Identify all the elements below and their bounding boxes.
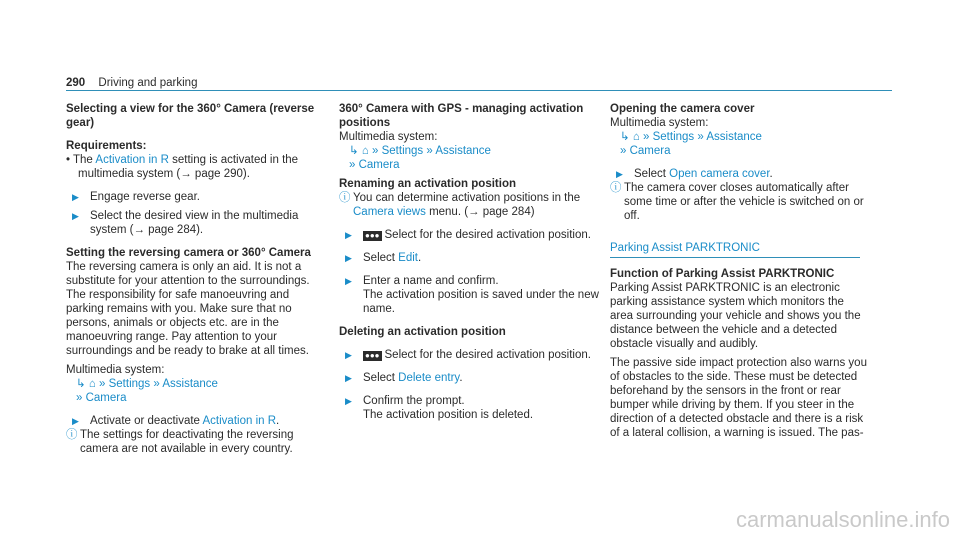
nav-camera[interactable]: Camera (85, 392, 127, 404)
return-arrow-icon: ↳ (349, 145, 359, 157)
step-enter-name (339, 274, 599, 316)
req-text-pre: The (73, 154, 93, 166)
column-2 (339, 102, 599, 422)
home-icon[interactable]: ⌂ (632, 131, 640, 143)
open-camera-cover-link[interactable]: Open camera cover (669, 168, 770, 180)
requirement-item: • The Activation in R setting is activated in the multimedia system (→ page 290). (66, 154, 299, 180)
step-engage-reverse (66, 190, 316, 204)
activation-in-r-link-2[interactable]: Activation in R (202, 415, 277, 427)
column-3 (610, 102, 870, 440)
section-title-parktronic: Parking Assist PARKTRONIC (610, 241, 860, 258)
chevron-icon: » (643, 131, 650, 143)
nav-settings[interactable]: Settings (652, 131, 695, 143)
multimedia-label: Multimedia system: (610, 117, 709, 129)
nav-camera[interactable]: Camera (629, 145, 671, 157)
step-arrow-icon: ▶ (345, 373, 352, 383)
nav-path (66, 377, 316, 405)
return-arrow-icon: ↳ (620, 131, 630, 143)
step-text: Select the desired view in the multimedia system (→ page 284). (90, 210, 299, 236)
chevron-icon: » (76, 392, 83, 404)
nav-assistance[interactable]: Assistance (706, 131, 762, 143)
requirements-heading: Requirements: (66, 140, 147, 152)
req-text-post: setting is activated in the multimedia system (→ page 290). (78, 154, 299, 180)
heading-delete: Deleting an activation position (339, 326, 506, 338)
heading-setting-camera: Setting the reversing camera or 360° Camera (66, 247, 311, 259)
step-text: Select for the desired activation position. (384, 349, 591, 361)
step-arrow-icon: ▶ (616, 169, 623, 179)
step-text: Select (363, 252, 395, 264)
note-text: The settings for deactivating the reversing camera are not available in every country. (80, 429, 294, 455)
heading-gps-positions: 360° Camera with GPS - managing activation positions (339, 103, 584, 129)
note-text: The camera cover closes automatically after some time or after the vehicle is switched on or off. (624, 182, 864, 222)
nav-settings[interactable]: Settings (381, 145, 424, 157)
chevron-icon: » (697, 131, 704, 143)
delete-entry-link[interactable]: Delete entry (398, 372, 460, 384)
heading-parktronic-function: Function of Parking Assist PARKTRONIC (610, 268, 835, 280)
more-options-icon[interactable]: ●●● (365, 351, 380, 360)
chevron-icon: » (426, 145, 433, 157)
step-select-edit: ▶ Select Edit. (339, 251, 599, 265)
note (66, 428, 316, 456)
step-text: Select (363, 372, 395, 384)
camera-paragraph: The reversing camera is only an aid. It is not a substitute for your attention to the surroundings. The responsibility for safe manoeuvring and parking remains with you. Make sure that no persons, animals or objects etc. are in the manoeuvring range. Pay attention to your surroundings and be ready to brake at all times. (66, 261, 310, 357)
activation-in-r-link[interactable]: Activation in R (95, 154, 169, 166)
edit-link[interactable]: Edit (398, 252, 418, 264)
chevron-icon: » (372, 145, 379, 157)
chevron-icon: » (99, 378, 106, 390)
note-text: You can determine activation positions in the (353, 192, 581, 204)
step-text: Activate or deactivate (90, 415, 200, 427)
parktronic-paragraph-1: Parking Assist PARKTRONIC is an electronic parking assistance system which monitors the area surrounding your vehicle and shows you the distance between the vehicle and a detected obstacle visually and audibly. (610, 282, 861, 350)
nav-assistance[interactable]: Assistance (162, 378, 218, 390)
step-text: Select (634, 168, 666, 180)
step-text: Enter a name and confirm. (363, 275, 499, 287)
step-open-cover: ▶ Select Open camera cover. (610, 167, 870, 181)
return-arrow-icon: ↳ (76, 378, 86, 390)
info-icon: ⓘ (339, 192, 351, 204)
step-result: The activation position is saved under the new name. (363, 289, 599, 315)
nav-path (610, 130, 870, 158)
multimedia-label: Multimedia system: (66, 364, 165, 376)
step-arrow-icon: ▶ (345, 396, 352, 406)
watermark: carmanualsonline.info (735, 507, 950, 532)
column-1 (66, 102, 316, 456)
step-arrow-icon: ▶ (72, 192, 79, 202)
step-select-dots (339, 228, 599, 242)
parktronic-paragraph-2: The passive side impact protection also warns you of obstacles to the side. These must be detected beforehand by the sensors in the front or rear bumper while driving by them. If you steer in the direction of a detected obstacle and there is a risk of a lateral collision, a warning is issued. The pas- (610, 357, 867, 439)
home-icon[interactable]: ⌂ (88, 378, 96, 390)
page-number: 290 (66, 77, 86, 89)
heading-select-view: Selecting a view for the 360° Camera (reverse gear) (66, 103, 315, 129)
step-arrow-icon: ▶ (345, 230, 352, 240)
more-options-icon[interactable]: ●●● (365, 231, 380, 240)
nav-settings[interactable]: Settings (108, 378, 151, 390)
note (339, 191, 599, 219)
heading-open-cover: Opening the camera cover (610, 103, 755, 115)
multimedia-label: Multimedia system: (339, 131, 438, 143)
step-arrow-icon: ▶ (345, 253, 352, 263)
page-header (66, 76, 892, 91)
step-text: Confirm the prompt. (363, 395, 465, 407)
note-text-end: menu. (→ page 284) (429, 206, 535, 218)
chevron-icon: » (620, 145, 627, 157)
step-text: Select for the desired activation position. (384, 229, 591, 241)
chevron-icon: » (153, 378, 160, 390)
chapter-title: Driving and parking (98, 77, 198, 89)
step-result: The activation position is deleted. (363, 409, 534, 421)
step-text-end: . (276, 415, 280, 427)
step-arrow-icon: ▶ (345, 350, 352, 360)
info-icon: ⓘ (610, 182, 622, 194)
home-icon[interactable]: ⌂ (361, 145, 369, 157)
nav-assistance[interactable]: Assistance (435, 145, 491, 157)
step-delete-entry: ▶ Select Delete entry. (339, 371, 599, 385)
step-arrow-icon: ▶ (345, 276, 352, 286)
step-arrow-icon: ▶ (72, 211, 79, 221)
step-arrow-icon: ▶ (72, 416, 79, 426)
note (610, 181, 870, 223)
heading-rename: Renaming an activation position (339, 178, 516, 190)
step-confirm (339, 394, 599, 422)
nav-camera[interactable]: Camera (358, 159, 400, 171)
step-activate (66, 414, 316, 428)
step-select-dots-2 (339, 348, 599, 362)
step-select-view (66, 209, 316, 237)
step-text: Engage reverse gear. (90, 191, 200, 203)
chevron-icon: » (349, 159, 356, 171)
nav-path (339, 144, 599, 172)
camera-views-link[interactable]: Camera views (353, 206, 426, 218)
info-icon: ⓘ (66, 429, 78, 441)
